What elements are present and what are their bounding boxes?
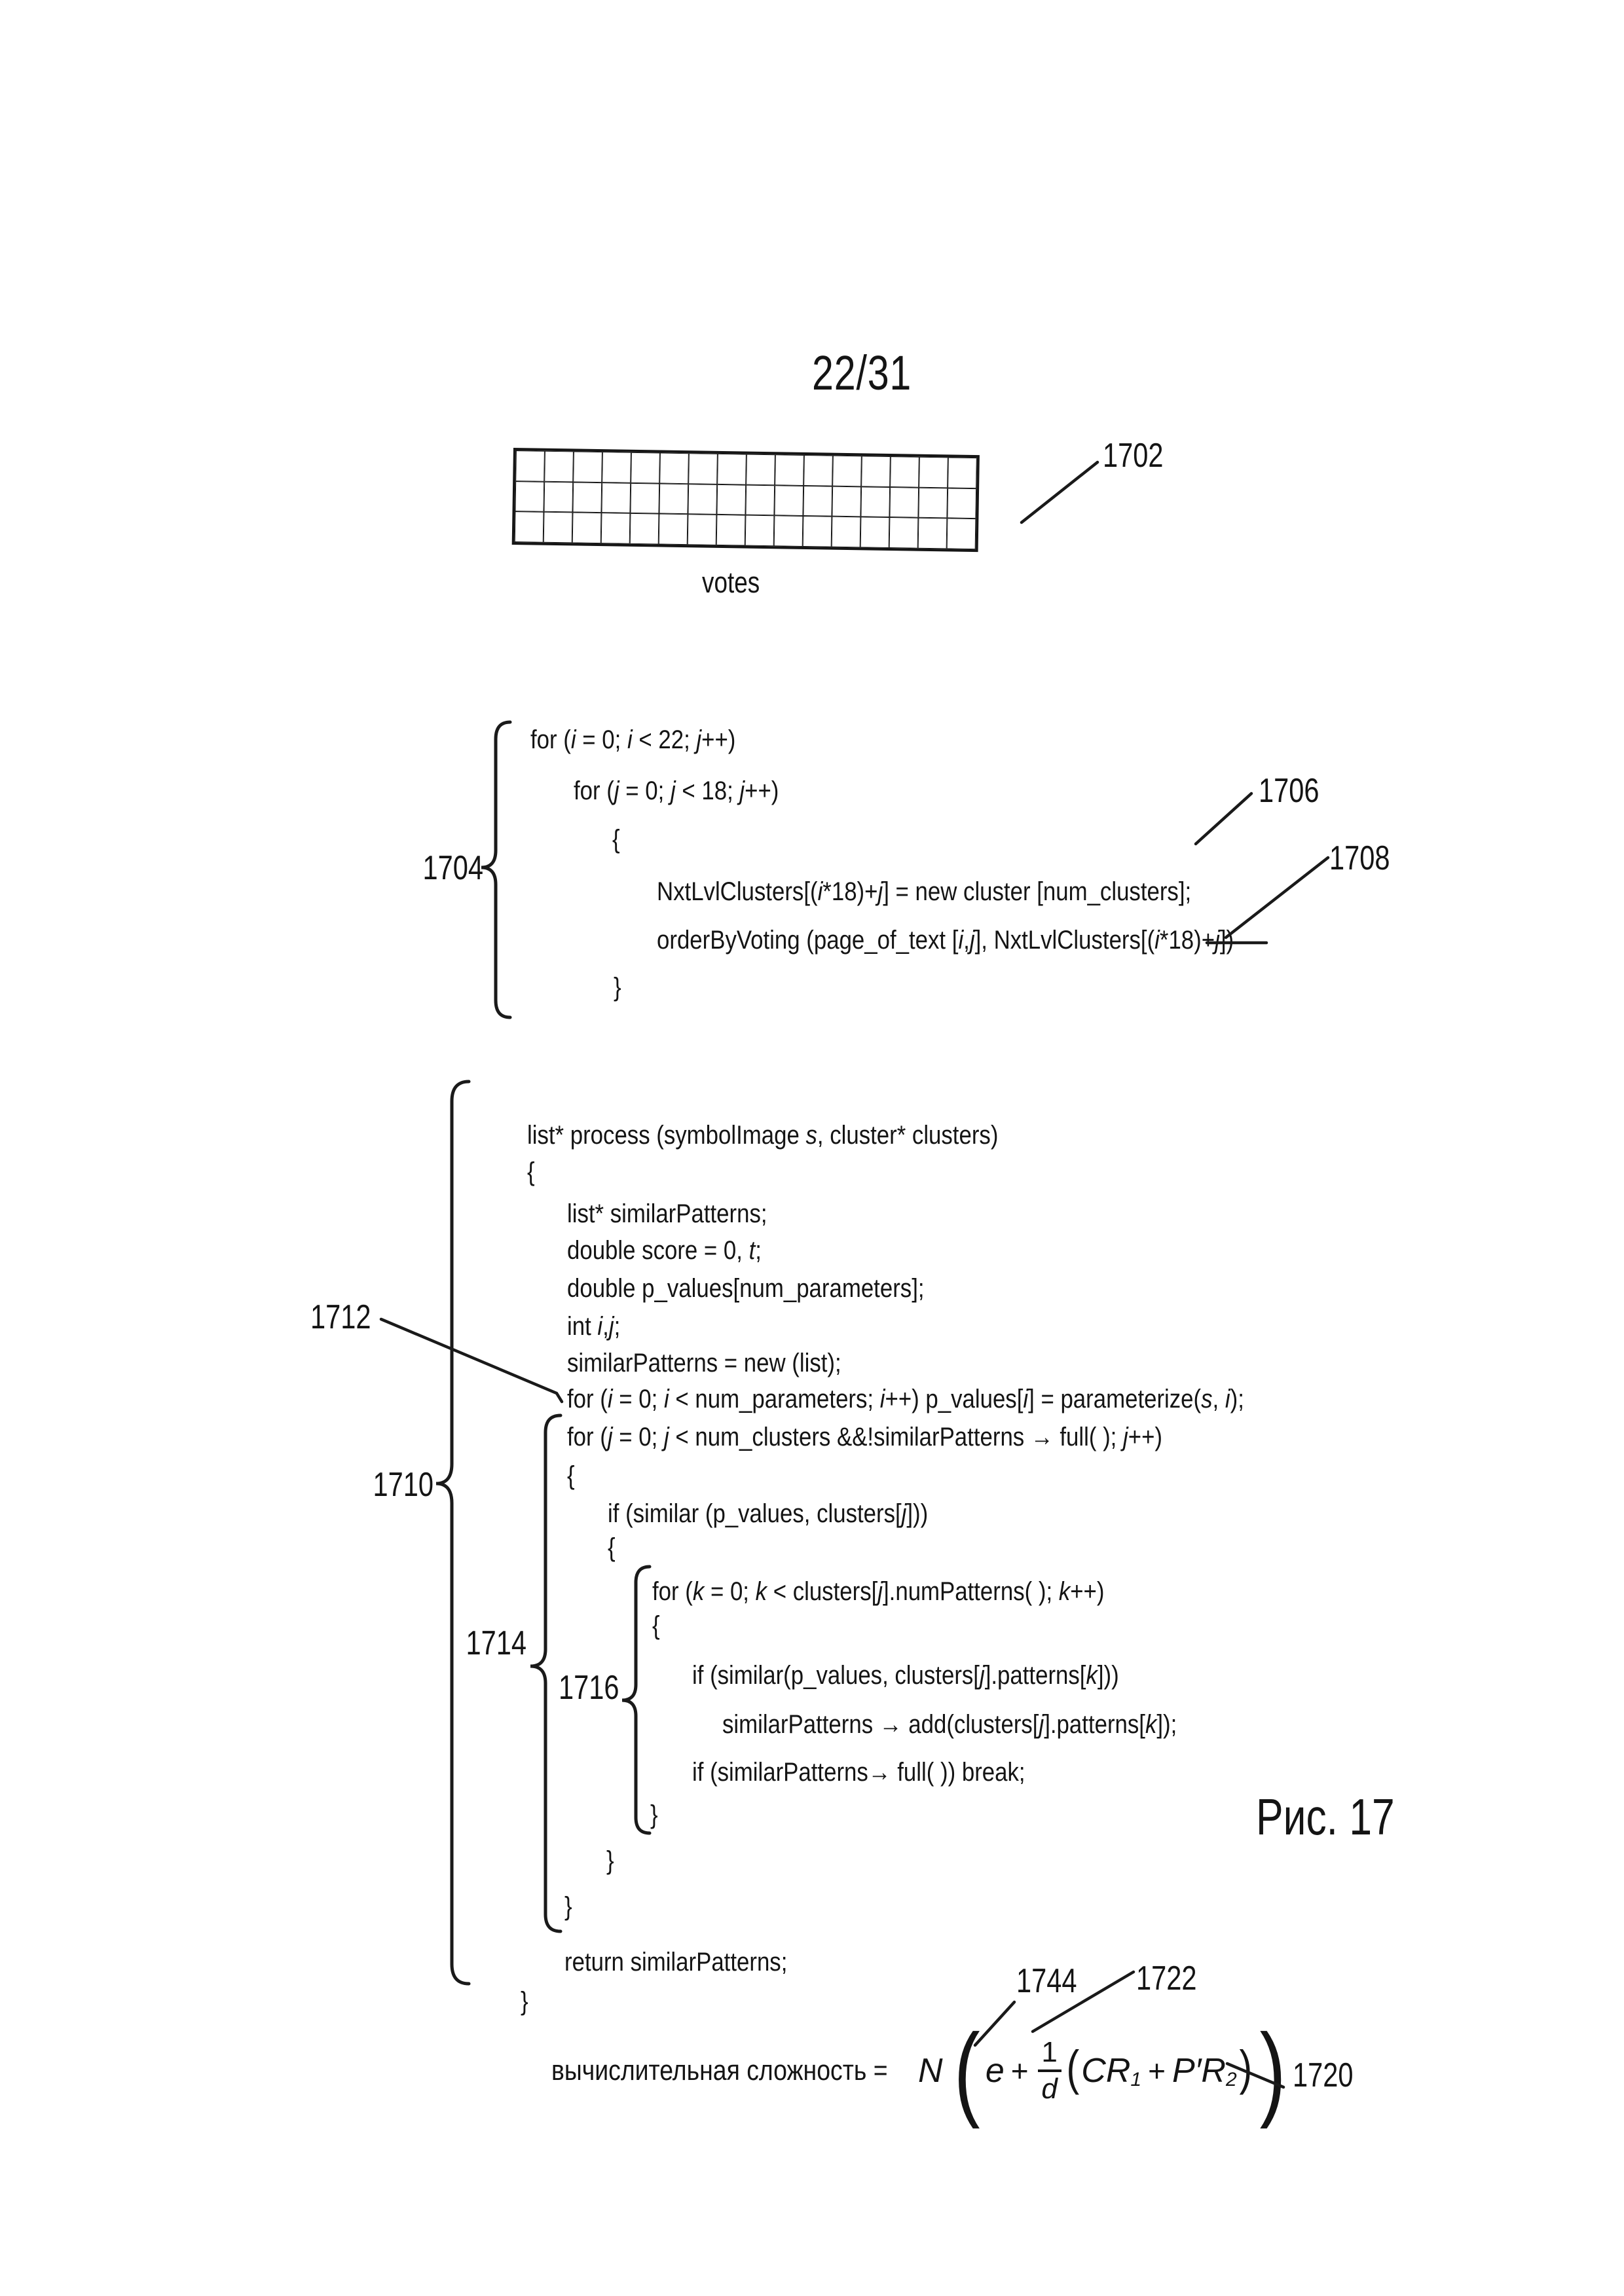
- grid-cell: [688, 484, 717, 515]
- ref-1714: 1714: [466, 1624, 526, 1662]
- grid-cell: [918, 487, 948, 518]
- formula-N: N: [918, 2051, 943, 2090]
- grid-cell: [688, 453, 718, 484]
- code2-line-for-i: for (i = 0; i < num_parameters; i++) p_values[i] = parameterize(s, i);: [567, 1385, 1244, 1413]
- grid-cell: [601, 513, 631, 543]
- brace-1710: [436, 1082, 469, 1984]
- formula-plus-2: +: [1148, 2053, 1166, 2088]
- grid-cell: [544, 481, 573, 512]
- grid-cell: [515, 511, 544, 542]
- ref-1704: 1704: [422, 849, 483, 887]
- code2-line-decl-pvalues: double p_values[num_parameters];: [567, 1274, 925, 1303]
- formula-term-PR-sub: 2: [1225, 2068, 1237, 2090]
- formula-term-CR: CR: [1081, 2051, 1131, 2090]
- grid-cell: [688, 515, 717, 545]
- grid-cell: [889, 517, 919, 548]
- grid-cell: [544, 512, 573, 543]
- grid-cell: [745, 484, 775, 515]
- code2-line-close2: }: [564, 1892, 572, 1921]
- grid-cell: [515, 481, 544, 512]
- votes-grid-caption: votes: [702, 566, 760, 599]
- code2-line-open: {: [527, 1157, 535, 1186]
- fraction-numerator: 1: [1041, 2035, 1058, 2068]
- code1-line-open-brace: {: [612, 825, 620, 854]
- grid-cell: [602, 452, 631, 483]
- formula-plus-1: +: [1010, 2053, 1029, 2088]
- code2-line-close3: }: [606, 1846, 614, 1875]
- leader-line-1702: [1022, 462, 1098, 522]
- leader-line-1708: [1226, 858, 1328, 938]
- ref-1716: 1716: [559, 1669, 619, 1707]
- grid-cell: [631, 452, 660, 483]
- brace-1714: [530, 1415, 561, 1931]
- grid-cell: [716, 484, 746, 515]
- formula-term-CR-sub: 1: [1130, 2068, 1142, 2090]
- leader-line-1706: [1196, 793, 1251, 844]
- code1-line-for-i: for (i = 0; i < 22; j++): [530, 725, 736, 754]
- grid-cell: [803, 486, 832, 517]
- grid-cell: [745, 515, 775, 546]
- grid-cell: [832, 456, 862, 486]
- grid-cell: [544, 451, 574, 482]
- ref-1744: 1744: [1016, 1962, 1077, 2000]
- fraction-bar: [1038, 2069, 1061, 2072]
- grid-cell: [774, 485, 803, 516]
- grid-cell: [861, 456, 891, 486]
- code1-line-orderbyvoting: orderByVoting (page_of_text [i,j], NxtLvlClusters[(i*18)+j]): [657, 926, 1234, 955]
- grid-cell: [601, 483, 631, 513]
- ref-1712: 1712: [310, 1298, 371, 1336]
- figure-label: Рис. 17: [1256, 1788, 1395, 1846]
- grid-cell: [659, 514, 688, 545]
- code2-line-open2: {: [567, 1461, 575, 1490]
- code2-line-if-similar2: if (similar(p_values, clusters[j].patterns[k])): [692, 1661, 1119, 1690]
- formula-inner-close-paren: ): [1239, 2040, 1252, 2095]
- grid-cell: [774, 516, 803, 547]
- grid-cell: [803, 455, 833, 486]
- code2-line-for-j: for (j = 0; j < num_clusters &&!similarPatterns → full( ); j++): [567, 1423, 1162, 1451]
- code1-line-close-brace: }: [614, 973, 621, 1002]
- code2-line-decl-score: double score = 0, t;: [567, 1236, 762, 1265]
- grid-cell: [860, 486, 890, 517]
- grid-cell: [717, 454, 747, 484]
- ref-1702: 1702: [1103, 437, 1164, 475]
- code1-line-for-j: for (j = 0; j < 18; j++): [574, 776, 779, 805]
- formula-close-paren: ): [1259, 2011, 1286, 2129]
- grid-cell: [573, 451, 602, 482]
- grid-cell: [630, 483, 659, 513]
- grid-cell: [947, 488, 976, 519]
- code2-line-for-k: for (k = 0; k < clusters[j].numPatterns( ); k++): [652, 1577, 1105, 1606]
- code2-line-decl-int: int i,j;: [567, 1312, 621, 1341]
- grid-cell: [659, 453, 689, 484]
- grid-cell: [832, 486, 861, 517]
- code2-line-open4: {: [652, 1611, 660, 1640]
- formula-e: e: [985, 2051, 1005, 2090]
- code2-line-process: list* process (symbolImage s, cluster* clusters): [527, 1121, 999, 1150]
- code2-line-return: return similarPatterns;: [564, 1948, 788, 1977]
- grid-cell: [515, 450, 545, 481]
- formula-label: вычислительная сложность =: [551, 2054, 888, 2086]
- code2-line-if-similar: if (similar (p_values, clusters[j])): [608, 1499, 929, 1528]
- code2-line-decl-list: list* similarPatterns;: [567, 1199, 767, 1228]
- ref-1710: 1710: [373, 1466, 434, 1504]
- grid-cell: [918, 518, 948, 549]
- grid-cell: [630, 513, 659, 544]
- votes-grid: [512, 448, 980, 552]
- complexity-formula: [918, 2010, 1292, 2131]
- brace-1704: [481, 722, 510, 1017]
- grid-cell: [947, 519, 976, 549]
- brace-1716: [622, 1567, 650, 1833]
- code2-line-add: similarPatterns → add(clusters[j].patterns[k]);: [722, 1710, 1177, 1739]
- grid-cell: [948, 457, 977, 488]
- formula-inner-open-paren: (: [1066, 2040, 1079, 2095]
- formula-open-paren: (: [953, 2011, 980, 2129]
- grid-cell: [889, 487, 919, 518]
- ref-1708: 1708: [1329, 839, 1390, 877]
- grid-cell: [919, 457, 948, 488]
- code2-line-close: }: [521, 1987, 528, 2016]
- code2-line-new-list: similarPatterns = new (list);: [567, 1349, 841, 1377]
- code2-line-close4: }: [650, 1800, 658, 1829]
- ref-1706: 1706: [1259, 772, 1320, 810]
- page-number: 22/31: [812, 346, 912, 400]
- ref-1720: 1720: [1293, 2056, 1354, 2094]
- grid-cell: [775, 454, 804, 485]
- leader-line-1712: [381, 1319, 562, 1402]
- grid-cell: [746, 454, 775, 485]
- code1-line-new-cluster: NxtLvlClusters[(i*18)+j] = new cluster [num_clusters];: [657, 877, 1192, 906]
- grid-cell: [890, 456, 919, 487]
- grid-cell: [832, 517, 861, 547]
- code2-line-open3: {: [608, 1533, 616, 1562]
- formula-term-PR: P′R: [1172, 2051, 1226, 2090]
- grid-cell: [803, 516, 832, 547]
- grid-cell: [572, 482, 602, 513]
- grid-cell: [860, 517, 890, 548]
- code2-line-break: if (similarPatterns→ full( )) break;: [692, 1758, 1025, 1787]
- grid-cell: [572, 513, 602, 543]
- ref-1722: 1722: [1136, 1959, 1197, 1997]
- grid-cell: [659, 483, 688, 514]
- grid-cell: [716, 515, 746, 545]
- formula-fraction: [1038, 2037, 1061, 2105]
- fraction-denominator: d: [1041, 2072, 1058, 2105]
